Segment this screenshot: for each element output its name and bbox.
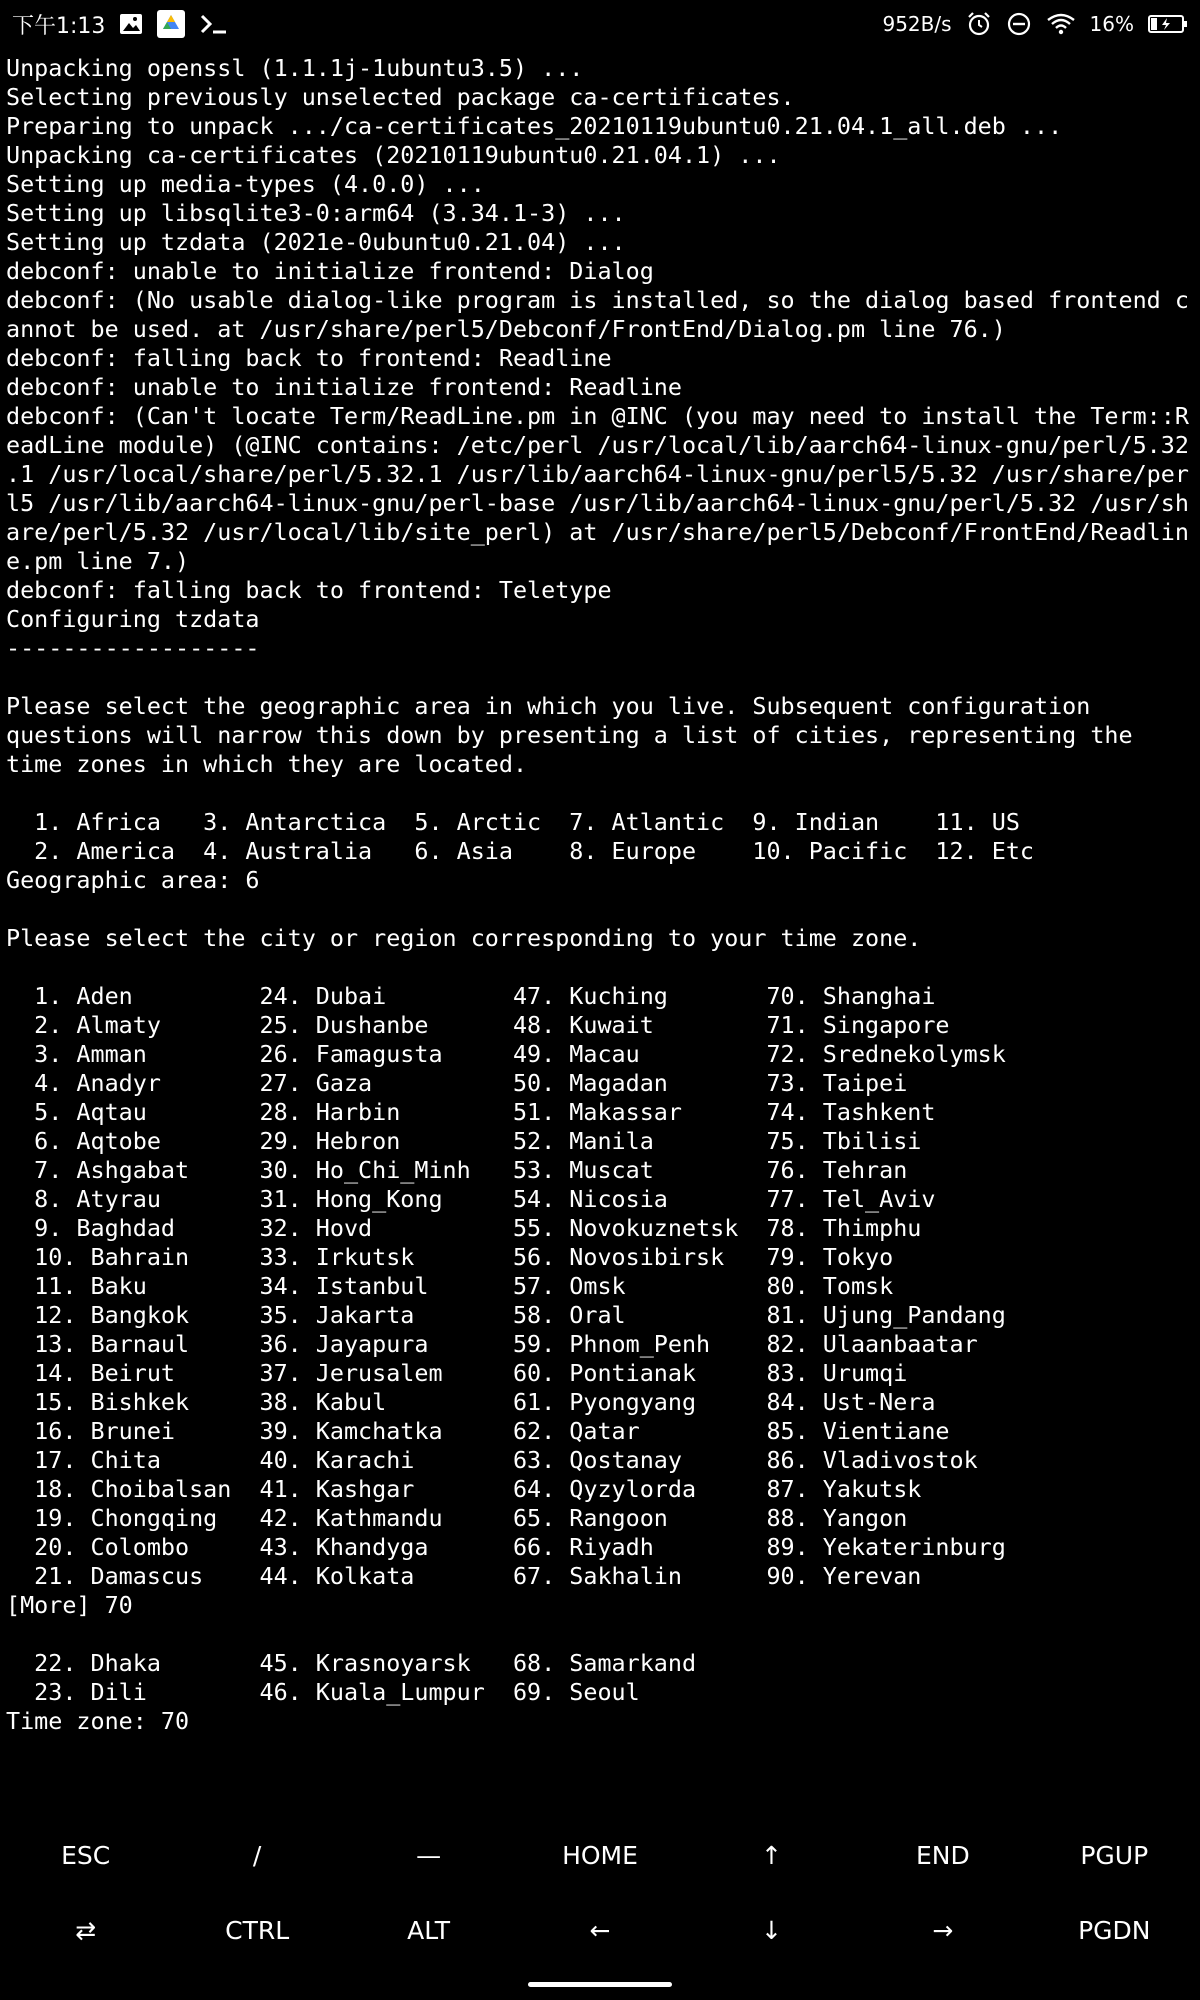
status-bar-right	[882, 11, 1188, 37]
terminal-line: annot be used. at /usr/share/perl5/Debconf/FrontEnd/Dialog.pm line 76.)	[6, 315, 1006, 343]
alarm-icon	[966, 11, 992, 37]
alt-key[interactable]: ALT	[407, 1916, 450, 1945]
terminal-line: Time zone: 70	[6, 1707, 190, 1735]
terminal-line: 1. Aden 24. Dubai 47. Kuching 70. Shanghai	[6, 982, 936, 1010]
terminal-line: 21. Damascus 44. Kolkata 67. Sakhalin 90. Yerevan	[6, 1562, 922, 1590]
terminal-line: Selecting previously unselected package ca-certificates.	[6, 83, 795, 111]
terminal-line: 6. Aqtobe 29. Hebron 52. Manila 75. Tbilisi	[6, 1127, 922, 1155]
status-bar	[0, 0, 1200, 48]
terminal-line: Please select the geographic area in which you live. Subsequent configuration	[6, 692, 1091, 720]
terminal-line: 11. Baku 34. Istanbul 57. Omsk 80. Tomsk	[6, 1272, 894, 1300]
terminal-line: Setting up libsqlite3-0:arm64 (3.34.1-3) ...	[6, 199, 626, 227]
terminal-line: 1. Africa 3. Antarctica 5. Arctic 7. Atlantic 9. Indian 11. US	[6, 808, 1020, 836]
terminal-line: 4. Anadyr 27. Gaza 50. Magadan 73. Taipei	[6, 1069, 908, 1097]
status-time: 下午1:13	[12, 13, 106, 39]
pgdn-key[interactable]: PGDN	[1078, 1916, 1151, 1945]
terminal-line	[6, 1620, 1196, 1649]
status-bar-left	[12, 9, 227, 40]
terminal-line: 3. Amman 26. Famagusta 49. Macau 72. Srednekolymsk	[6, 1040, 1006, 1068]
terminal-line: eadLine module) (@INC contains: /etc/perl /usr/local/lib/aarch64-linux-gnu/perl/5.32	[6, 431, 1189, 459]
terminal-line: 16. Brunei 39. Kamchatka 62. Qatar 85. Vientiane	[6, 1417, 950, 1445]
terminal-line: debconf: unable to initialize frontend: Readline	[6, 373, 682, 401]
terminal-line: 23. Dili 46. Kuala_Lumpur 69. Seoul	[6, 1678, 640, 1706]
terminal-line: 18. Choibalsan 41. Kashgar 64. Qyzylorda 87. Yakutsk	[6, 1475, 922, 1503]
terminal-line: 15. Bishkek 38. Kabul 61. Pyongyang 84. Ust-Nera	[6, 1388, 936, 1416]
terminal-line: Unpacking openssl (1.1.1j-1ubuntu3.5) ...	[6, 54, 584, 82]
slash-key[interactable]: /	[252, 1841, 262, 1870]
terminal-output[interactable]	[6, 54, 1196, 1844]
terminal-line: debconf: falling back to frontend: Readline	[6, 344, 612, 372]
terminal-line: Unpacking ca-certificates (20210119ubuntu0.21.04.1) ...	[6, 141, 781, 169]
terminal-line: 17. Chita 40. Karachi 63. Qostanay 86. Vladivostok	[6, 1446, 978, 1474]
terminal-line: 10. Bahrain 33. Irkutsk 56. Novosibirsk 79. Tokyo	[6, 1243, 894, 1271]
terminal-line: .1 /usr/local/share/perl/5.32.1 /usr/lib/aarch64-linux-gnu/perl5/5.32 /usr/share/per	[6, 460, 1189, 488]
home-indicator[interactable]	[528, 1982, 672, 1987]
terminal-line: time zones in which they are located.	[6, 750, 528, 778]
terminal-line: Please select the city or region corresponding to your time zone.	[6, 924, 922, 952]
terminal-line	[6, 895, 1196, 924]
drive-notification-icon	[157, 10, 185, 38]
image-notification-icon	[119, 13, 143, 35]
terminal-line: 19. Chongqing 42. Kathmandu 65. Rangoon 88. Yangon	[6, 1504, 908, 1532]
terminal-line	[6, 779, 1196, 808]
terminal-line	[6, 663, 1196, 692]
network-speed: 952B/s	[882, 12, 952, 36]
up-arrow-key[interactable]: ↑	[760, 1841, 782, 1870]
terminal-line: e.pm line 7.)	[6, 547, 190, 575]
terminal-line: Setting up media-types (4.0.0) ...	[6, 170, 485, 198]
terminal-line: Geographic area: 6	[6, 866, 260, 894]
terminal-line	[6, 953, 1196, 982]
terminal-line: Setting up tzdata (2021e-0ubuntu0.21.04) ...	[6, 228, 626, 256]
terminal-line: are/perl/5.32 /usr/local/lib/site_perl) at /usr/share/perl5/Debconf/FrontEnd/Readlin	[6, 518, 1189, 546]
home-key[interactable]: HOME	[562, 1841, 638, 1870]
terminal-line: 5. Aqtau 28. Harbin 51. Makassar 74. Tashkent	[6, 1098, 936, 1126]
terminal-line: Preparing to unpack .../ca-certificates_20210119ubuntu0.21.04.1_all.deb ...	[6, 112, 1063, 140]
extra-keys-bar	[0, 1818, 1200, 1968]
battery-percent: 16%	[1089, 12, 1134, 36]
terminal-line: 14. Beirut 37. Jerusalem 60. Pontianak 83. Urumqi	[6, 1359, 908, 1387]
esc-key[interactable]: ESC	[61, 1841, 111, 1870]
terminal-line: 2. America 4. Australia 6. Asia 8. Europe 10. Pacific 12. Etc	[6, 837, 1035, 865]
terminal-line: 12. Bangkok 35. Jakarta 58. Oral 81. Ujung_Pandang	[6, 1301, 1006, 1329]
wifi-icon	[1046, 12, 1076, 36]
terminal-line: debconf: falling back to frontend: Teletype	[6, 576, 612, 604]
terminal-line: debconf: unable to initialize frontend: Dialog	[6, 257, 654, 285]
down-arrow-key[interactable]: ↓	[760, 1916, 782, 1945]
terminal-line: 2. Almaty 25. Dushanbe 48. Kuwait 71. Singapore	[6, 1011, 950, 1039]
ctrl-key[interactable]: CTRL	[225, 1916, 290, 1945]
tab-key[interactable]: ⇄	[75, 1916, 97, 1945]
terminal-line: ------------------	[6, 634, 260, 662]
terminal-line: Configuring tzdata	[6, 605, 260, 633]
terminal-notification-icon	[199, 13, 227, 35]
dash-key[interactable]: —	[416, 1841, 442, 1870]
terminal-line: 9. Baghdad 32. Hovd 55. Novokuznetsk 78. Thimphu	[6, 1214, 922, 1242]
terminal-line: 13. Barnaul 36. Jayapura 59. Phnom_Penh 82. Ulaanbaatar	[6, 1330, 978, 1358]
terminal-line: debconf: (No usable dialog-like program is installed, so the dialog based frontend c	[6, 286, 1189, 314]
left-arrow-key[interactable]: ←	[589, 1916, 611, 1945]
terminal-line: debconf: (Can't locate Term/ReadLine.pm in @INC (you may need to install the Term::R	[6, 402, 1189, 430]
pgup-key[interactable]: PGUP	[1080, 1841, 1149, 1870]
end-key[interactable]: END	[915, 1841, 970, 1870]
terminal-line: 20. Colombo 43. Khandyga 66. Riyadh 89. Yekaterinburg	[6, 1533, 1006, 1561]
terminal-line: 8. Atyrau 31. Hong_Kong 54. Nicosia 77. Tel_Aviv	[6, 1185, 936, 1213]
terminal-line: [More] 70	[6, 1591, 133, 1619]
terminal-line: 22. Dhaka 45. Krasnoyarsk 68. Samarkand	[6, 1649, 697, 1677]
terminal-line: 7. Ashgabat 30. Ho_Chi_Minh 53. Muscat 76. Tehran	[6, 1156, 908, 1184]
battery-icon	[1148, 14, 1188, 34]
terminal-line: l5 /usr/lib/aarch64-linux-gnu/perl-base /usr/lib/aarch64-linux-gnu/perl/5.32 /usr/sh	[6, 489, 1189, 517]
terminal-line: questions will narrow this down by presenting a list of cities, representing the	[6, 721, 1133, 749]
right-arrow-key[interactable]: →	[932, 1916, 954, 1945]
do-not-disturb-icon	[1006, 11, 1032, 37]
